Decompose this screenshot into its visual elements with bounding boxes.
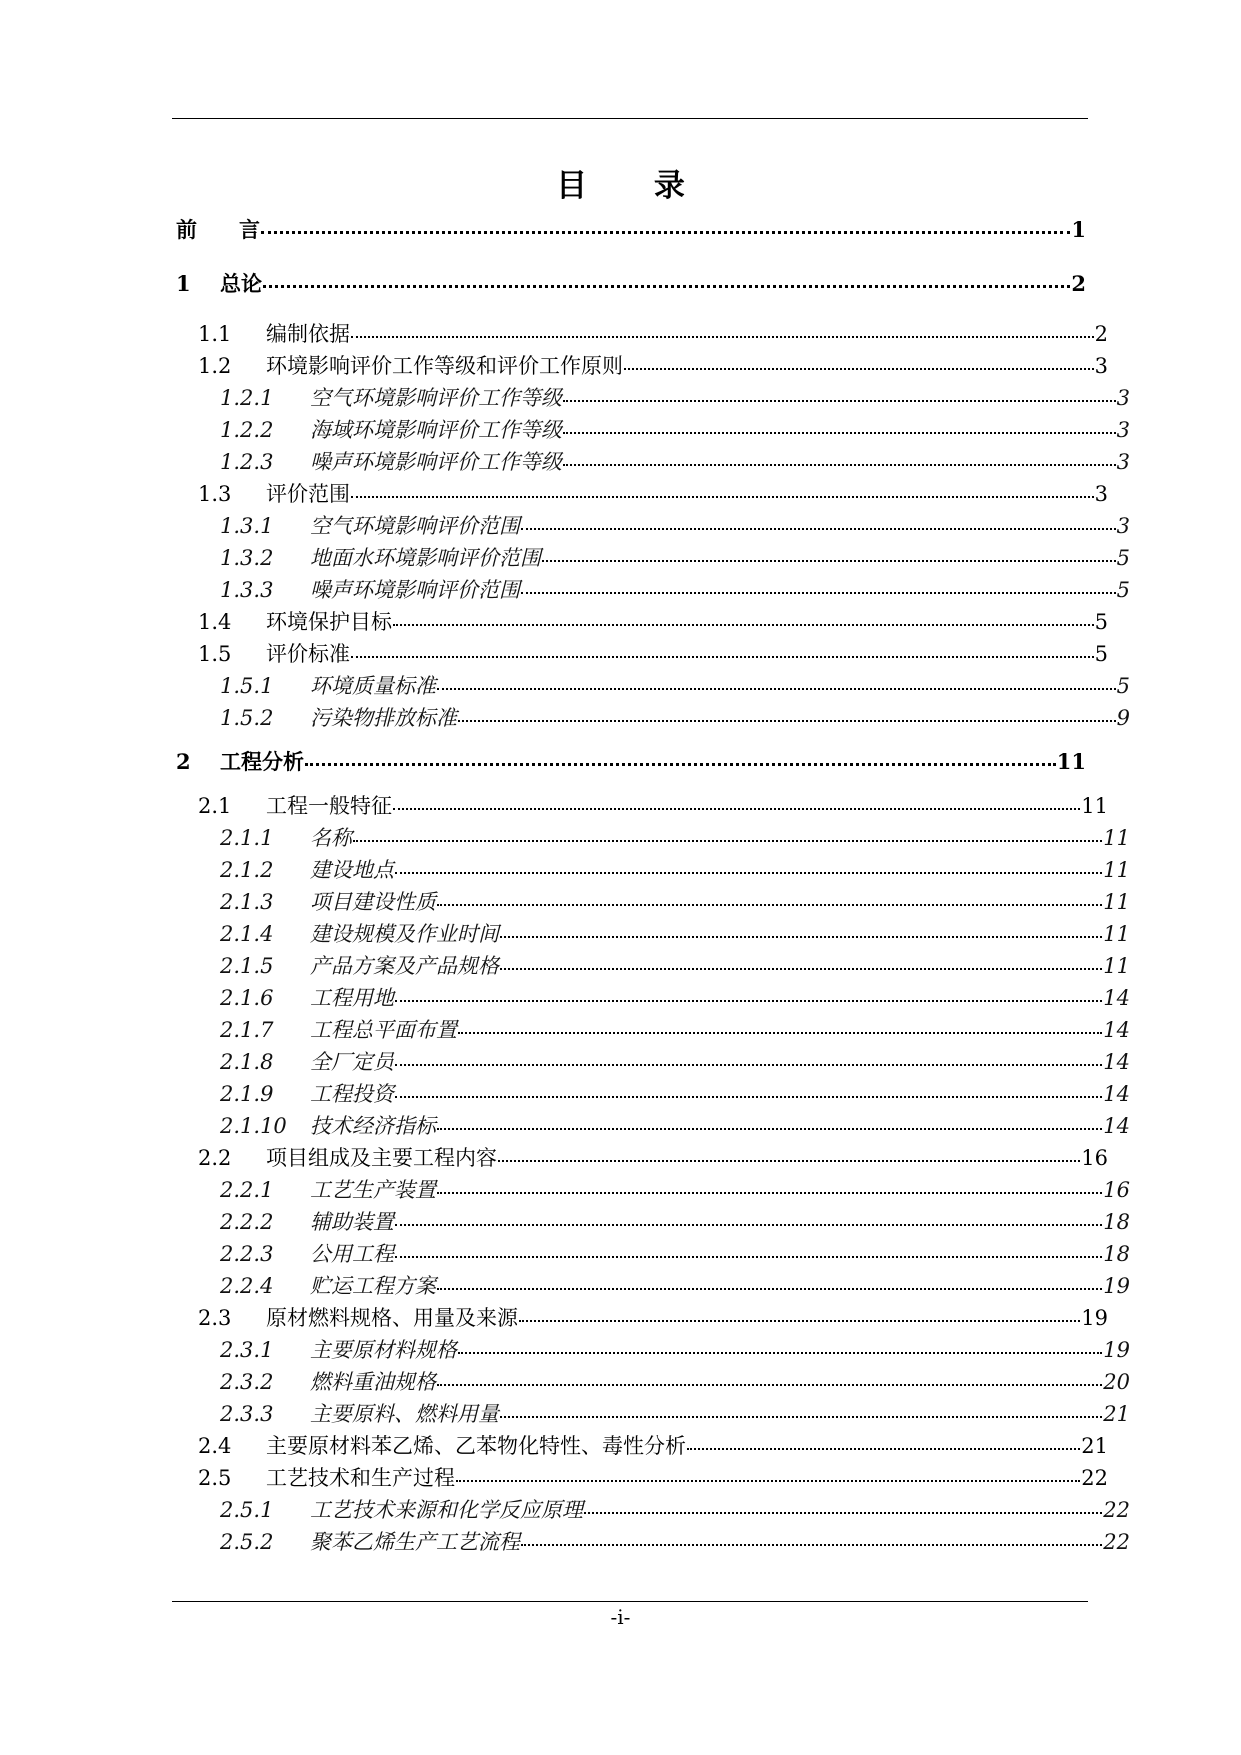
toc-entry-number: 2.5.1 xyxy=(220,1498,274,1522)
toc-entry-title: 贮运工程方案 xyxy=(310,1274,436,1298)
toc-entry-number: 1.4 xyxy=(198,610,232,634)
toc-entry-page: 14 xyxy=(1103,986,1130,1010)
toc-entry-title: 海域环境影响评价工作等级 xyxy=(310,418,562,442)
toc-entry[interactable] xyxy=(176,606,1108,636)
toc-entry-page: 1 xyxy=(1071,217,1086,242)
toc-leader-dots xyxy=(437,1384,1102,1386)
toc-entry[interactable] xyxy=(176,1494,1130,1524)
toc-entry-number: 2.3 xyxy=(198,1306,232,1330)
toc-entry-number: 2.2.2 xyxy=(220,1210,274,1234)
toc-leader-dots xyxy=(261,231,1070,234)
toc-entry-number: 2.3.3 xyxy=(220,1402,274,1426)
toc-entry-title: 工艺技术和生产过程 xyxy=(266,1466,455,1490)
toc-entry[interactable] xyxy=(176,670,1130,700)
toc-entry[interactable] xyxy=(176,886,1130,916)
toc-entry-page: 11 xyxy=(1081,794,1108,818)
toc-leader-dots xyxy=(263,285,1070,288)
toc-entry-title: 前 言 xyxy=(176,217,260,242)
toc-entry-title: 污染物排放标准 xyxy=(310,706,457,730)
toc-entry-number: 1 xyxy=(176,271,191,296)
toc-entry-title: 全厂定员 xyxy=(310,1050,394,1074)
toc-entry-page: 11 xyxy=(1103,826,1130,850)
toc-leader-dots xyxy=(458,720,1116,722)
toc-entry[interactable] xyxy=(176,1366,1130,1396)
toc-entry-title: 主要原材料苯乙烯、乙苯物化特性、毒性分析 xyxy=(266,1434,686,1458)
toc-leader-dots xyxy=(500,968,1102,970)
toc-leader-dots xyxy=(624,368,1094,370)
toc-entry[interactable] xyxy=(176,382,1130,412)
toc-entry-title: 公用工程 xyxy=(310,1242,394,1266)
toc-entry-page: 3 xyxy=(1116,418,1130,442)
toc-entry-number: 2.5 xyxy=(198,1466,232,1490)
toc-entry-number: 2.2.1 xyxy=(220,1178,274,1202)
toc-leader-dots xyxy=(584,1512,1102,1514)
toc-leader-dots xyxy=(353,840,1102,842)
toc-entry[interactable] xyxy=(176,1270,1130,1300)
toc-entry-number: 2.1.7 xyxy=(220,1018,274,1042)
toc-entry[interactable] xyxy=(176,950,1130,980)
toc-entry[interactable] xyxy=(176,1174,1130,1204)
toc-entry-number: 2.3.1 xyxy=(220,1338,274,1362)
toc-entry-number: 2.2.4 xyxy=(220,1274,274,1298)
toc-leader-dots xyxy=(458,1352,1102,1354)
toc-entry-page: 22 xyxy=(1103,1530,1130,1554)
toc-entry-number: 1.3.3 xyxy=(220,578,274,602)
toc-leader-dots xyxy=(519,1320,1080,1322)
toc-entry-page: 5 xyxy=(1116,578,1130,602)
toc-entry-page: 11 xyxy=(1103,954,1130,978)
toc-entry[interactable] xyxy=(176,1078,1130,1108)
toc-leader-dots xyxy=(393,624,1094,626)
toc-entry-page: 16 xyxy=(1081,1146,1108,1170)
toc-entry-number: 2.1 xyxy=(198,794,232,818)
toc-leader-dots xyxy=(395,872,1102,874)
toc-entry[interactable] xyxy=(176,982,1130,1012)
toc-leader-dots xyxy=(521,592,1116,594)
toc-entry-page: 21 xyxy=(1081,1434,1108,1458)
toc-entry-number: 2.1.1 xyxy=(220,826,274,850)
toc-entry-number: 2.1.10 xyxy=(220,1114,287,1138)
toc-entry-number: 1.1 xyxy=(198,322,232,346)
toc-entry-number: 2.1.2 xyxy=(220,858,274,882)
toc-leader-dots xyxy=(395,1256,1102,1258)
toc-entry-title: 聚苯乙烯生产工艺流程 xyxy=(310,1530,520,1554)
toc-entry-page: 21 xyxy=(1103,1402,1130,1426)
page-number: -i- xyxy=(610,1605,631,1629)
toc-entry-title: 原材燃料规格、用量及来源 xyxy=(266,1306,518,1330)
toc-entry-title: 技术经济指标 xyxy=(310,1114,436,1138)
toc-leader-dots xyxy=(521,528,1116,530)
toc-entry-page: 14 xyxy=(1103,1082,1130,1106)
toc-entry-number: 2.5.2 xyxy=(220,1530,274,1554)
toc-entry-page: 22 xyxy=(1081,1466,1108,1490)
toc-entry[interactable] xyxy=(176,318,1108,348)
toc-entry-title: 主要原材料规格 xyxy=(310,1338,457,1362)
toc-entry-number: 2.4 xyxy=(198,1434,232,1458)
toc-leader-dots xyxy=(437,688,1116,690)
toc-entry[interactable] xyxy=(176,702,1130,732)
toc-entry[interactable] xyxy=(176,1462,1108,1492)
toc-leader-dots xyxy=(305,763,1056,766)
toc-entry-number: 2.1.5 xyxy=(220,954,274,978)
toc-entry-page: 2 xyxy=(1094,322,1108,346)
toc-entry-page: 14 xyxy=(1103,1050,1130,1074)
toc-leader-dots xyxy=(393,808,1080,810)
toc-leader-dots xyxy=(395,1000,1102,1002)
toc-entry-page: 16 xyxy=(1103,1178,1130,1202)
header-rule xyxy=(172,118,1088,119)
page-title: 目 录 xyxy=(556,168,713,204)
toc-entry-page: 9 xyxy=(1116,706,1130,730)
toc-entry-page: 19 xyxy=(1081,1306,1108,1330)
toc-entry-page: 11 xyxy=(1103,858,1130,882)
toc-entry[interactable] xyxy=(176,822,1130,852)
toc-entry-page: 5 xyxy=(1094,610,1108,634)
toc-entry-page: 14 xyxy=(1103,1018,1130,1042)
toc-entry-page: 5 xyxy=(1116,674,1130,698)
toc-entry-title: 工程分析 xyxy=(220,749,304,774)
toc-entry-title: 工程总平面布置 xyxy=(310,1018,457,1042)
toc-entry-number: 2 xyxy=(176,749,191,774)
toc-entry-number: 1.2.2 xyxy=(220,418,274,442)
toc-entry[interactable] xyxy=(176,574,1130,604)
toc-entry-number: 1.5.2 xyxy=(220,706,274,730)
toc-entry-page: 5 xyxy=(1094,642,1108,666)
toc-entry-title: 工艺技术来源和化学反应原理 xyxy=(310,1498,583,1522)
toc-entry-title: 空气环境影响评价工作等级 xyxy=(310,386,562,410)
toc-entry-number: 1.3 xyxy=(198,482,232,506)
toc-entry-title: 噪声环境影响评价工作等级 xyxy=(310,450,562,474)
toc-entry-title: 建设地点 xyxy=(310,858,394,882)
toc-entry-number: 2.1.4 xyxy=(220,922,274,946)
toc-entry-page: 3 xyxy=(1116,514,1130,538)
toc-entry[interactable] xyxy=(176,214,1086,244)
toc-entry-title: 辅助装置 xyxy=(310,1210,394,1234)
toc-entry-title: 评价标准 xyxy=(266,642,350,666)
toc-entry[interactable] xyxy=(176,414,1130,444)
toc-entry[interactable] xyxy=(176,1206,1130,1236)
toc-leader-dots xyxy=(437,1192,1102,1194)
toc-entry[interactable] xyxy=(176,446,1130,476)
toc-entry-page: 18 xyxy=(1103,1242,1130,1266)
toc-entry-number: 1.5 xyxy=(198,642,232,666)
toc-entry-number: 1.5.1 xyxy=(220,674,274,698)
toc-entry-page: 3 xyxy=(1116,450,1130,474)
toc-entry-page: 3 xyxy=(1116,386,1130,410)
toc-leader-dots xyxy=(456,1480,1080,1482)
toc-entry-title: 环境影响评价工作等级和评价工作原则 xyxy=(266,354,623,378)
toc-leader-dots xyxy=(563,432,1116,434)
toc-leader-dots xyxy=(563,464,1116,466)
toc-entry[interactable] xyxy=(176,478,1108,508)
toc-entry[interactable] xyxy=(176,1110,1130,1140)
toc-entry[interactable] xyxy=(176,746,1086,776)
toc-leader-dots xyxy=(351,656,1094,658)
toc-entry-title: 工程用地 xyxy=(310,986,394,1010)
toc-entry[interactable] xyxy=(176,510,1130,540)
toc-entry-number: 2.3.2 xyxy=(220,1370,274,1394)
toc-entry-title: 工程一般特征 xyxy=(266,794,392,818)
toc-entry-number: 1.2.3 xyxy=(220,450,274,474)
toc-entry-title: 主要原料、燃料用量 xyxy=(310,1402,499,1426)
toc-entry[interactable] xyxy=(176,1430,1108,1460)
toc-entry-page: 20 xyxy=(1103,1370,1130,1394)
toc-entry-title: 建设规模及作业时间 xyxy=(310,922,499,946)
toc-entry-title: 噪声环境影响评价范围 xyxy=(310,578,520,602)
toc-entry[interactable] xyxy=(176,542,1130,572)
toc-entry-number: 2.1.8 xyxy=(220,1050,274,1074)
toc-leader-dots xyxy=(395,1064,1102,1066)
toc-entry[interactable] xyxy=(176,1238,1130,1268)
toc-entry-title: 环境质量标准 xyxy=(310,674,436,698)
toc-entry-title: 总论 xyxy=(220,271,262,296)
toc-entry-title: 空气环境影响评价范围 xyxy=(310,514,520,538)
toc-entry-title: 项目组成及主要工程内容 xyxy=(266,1146,497,1170)
toc-leader-dots xyxy=(542,560,1116,562)
toc-entry-page: 11 xyxy=(1103,890,1130,914)
toc-entry[interactable] xyxy=(176,790,1108,820)
toc-leader-dots xyxy=(687,1448,1080,1450)
toc-entry-title: 工艺生产装置 xyxy=(310,1178,436,1202)
toc-entry-title: 产品方案及产品规格 xyxy=(310,954,499,978)
toc-entry-page: 11 xyxy=(1103,922,1130,946)
toc-entry-page: 19 xyxy=(1103,1338,1130,1362)
toc-entry[interactable] xyxy=(176,1526,1130,1556)
toc-leader-dots xyxy=(563,400,1116,402)
toc-entry-page: 18 xyxy=(1103,1210,1130,1234)
toc-entry-number: 2.1.3 xyxy=(220,890,274,914)
toc-entry-title: 地面水环境影响评价范围 xyxy=(310,546,541,570)
toc-entry[interactable] xyxy=(176,854,1130,884)
toc-entry-page: 19 xyxy=(1103,1274,1130,1298)
toc-entry[interactable] xyxy=(176,1398,1130,1428)
toc-entry[interactable] xyxy=(176,268,1086,298)
toc-entry-number: 1.3.2 xyxy=(220,546,274,570)
toc-entry-number: 2.1.6 xyxy=(220,986,274,1010)
footer-rule xyxy=(172,1601,1088,1602)
toc-entry-page: 3 xyxy=(1094,354,1108,378)
toc-entry-number: 2.1.9 xyxy=(220,1082,274,1106)
toc-entry[interactable] xyxy=(176,1014,1130,1044)
toc-entry-page: 14 xyxy=(1103,1114,1130,1138)
toc-entry-page: 3 xyxy=(1094,482,1108,506)
toc-entry[interactable] xyxy=(176,1142,1108,1172)
toc-entry[interactable] xyxy=(176,1334,1130,1364)
toc-entry-number: 1.3.1 xyxy=(220,514,274,538)
toc-entry-title: 项目建设性质 xyxy=(310,890,436,914)
toc-leader-dots xyxy=(351,336,1094,338)
toc-entry-page: 5 xyxy=(1116,546,1130,570)
toc-entry-title: 燃料重油规格 xyxy=(310,1370,436,1394)
toc-entry-number: 2.2 xyxy=(198,1146,232,1170)
toc-entry-number: 1.2 xyxy=(198,354,232,378)
toc-entry-title: 名称 xyxy=(310,826,352,850)
toc-entry-title: 环境保护目标 xyxy=(266,610,392,634)
toc-leader-dots xyxy=(521,1544,1102,1546)
toc-leader-dots xyxy=(395,1096,1102,1098)
toc-entry[interactable] xyxy=(176,1302,1108,1332)
toc-entry-page: 2 xyxy=(1071,271,1086,296)
toc-leader-dots xyxy=(498,1160,1080,1162)
toc-leader-dots xyxy=(395,1224,1102,1226)
toc-entry[interactable] xyxy=(176,350,1108,380)
toc-entry-title: 编制依据 xyxy=(266,322,350,346)
toc-entry-page: 11 xyxy=(1056,749,1086,774)
toc-entry[interactable] xyxy=(176,1046,1130,1076)
toc-leader-dots xyxy=(500,936,1102,938)
toc-entry[interactable] xyxy=(176,918,1130,948)
toc-leader-dots xyxy=(351,496,1094,498)
toc-entry-number: 2.2.3 xyxy=(220,1242,274,1266)
toc-leader-dots xyxy=(437,1128,1102,1130)
toc-leader-dots xyxy=(458,1032,1102,1034)
toc-entry[interactable] xyxy=(176,638,1108,668)
toc-leader-dots xyxy=(500,1416,1102,1418)
toc-entry-title: 评价范围 xyxy=(266,482,350,506)
toc-entry-title: 工程投资 xyxy=(310,1082,394,1106)
toc-entry-page: 22 xyxy=(1103,1498,1130,1522)
toc-leader-dots xyxy=(437,1288,1102,1290)
toc-entry-number: 1.2.1 xyxy=(220,386,274,410)
toc-leader-dots xyxy=(437,904,1102,906)
